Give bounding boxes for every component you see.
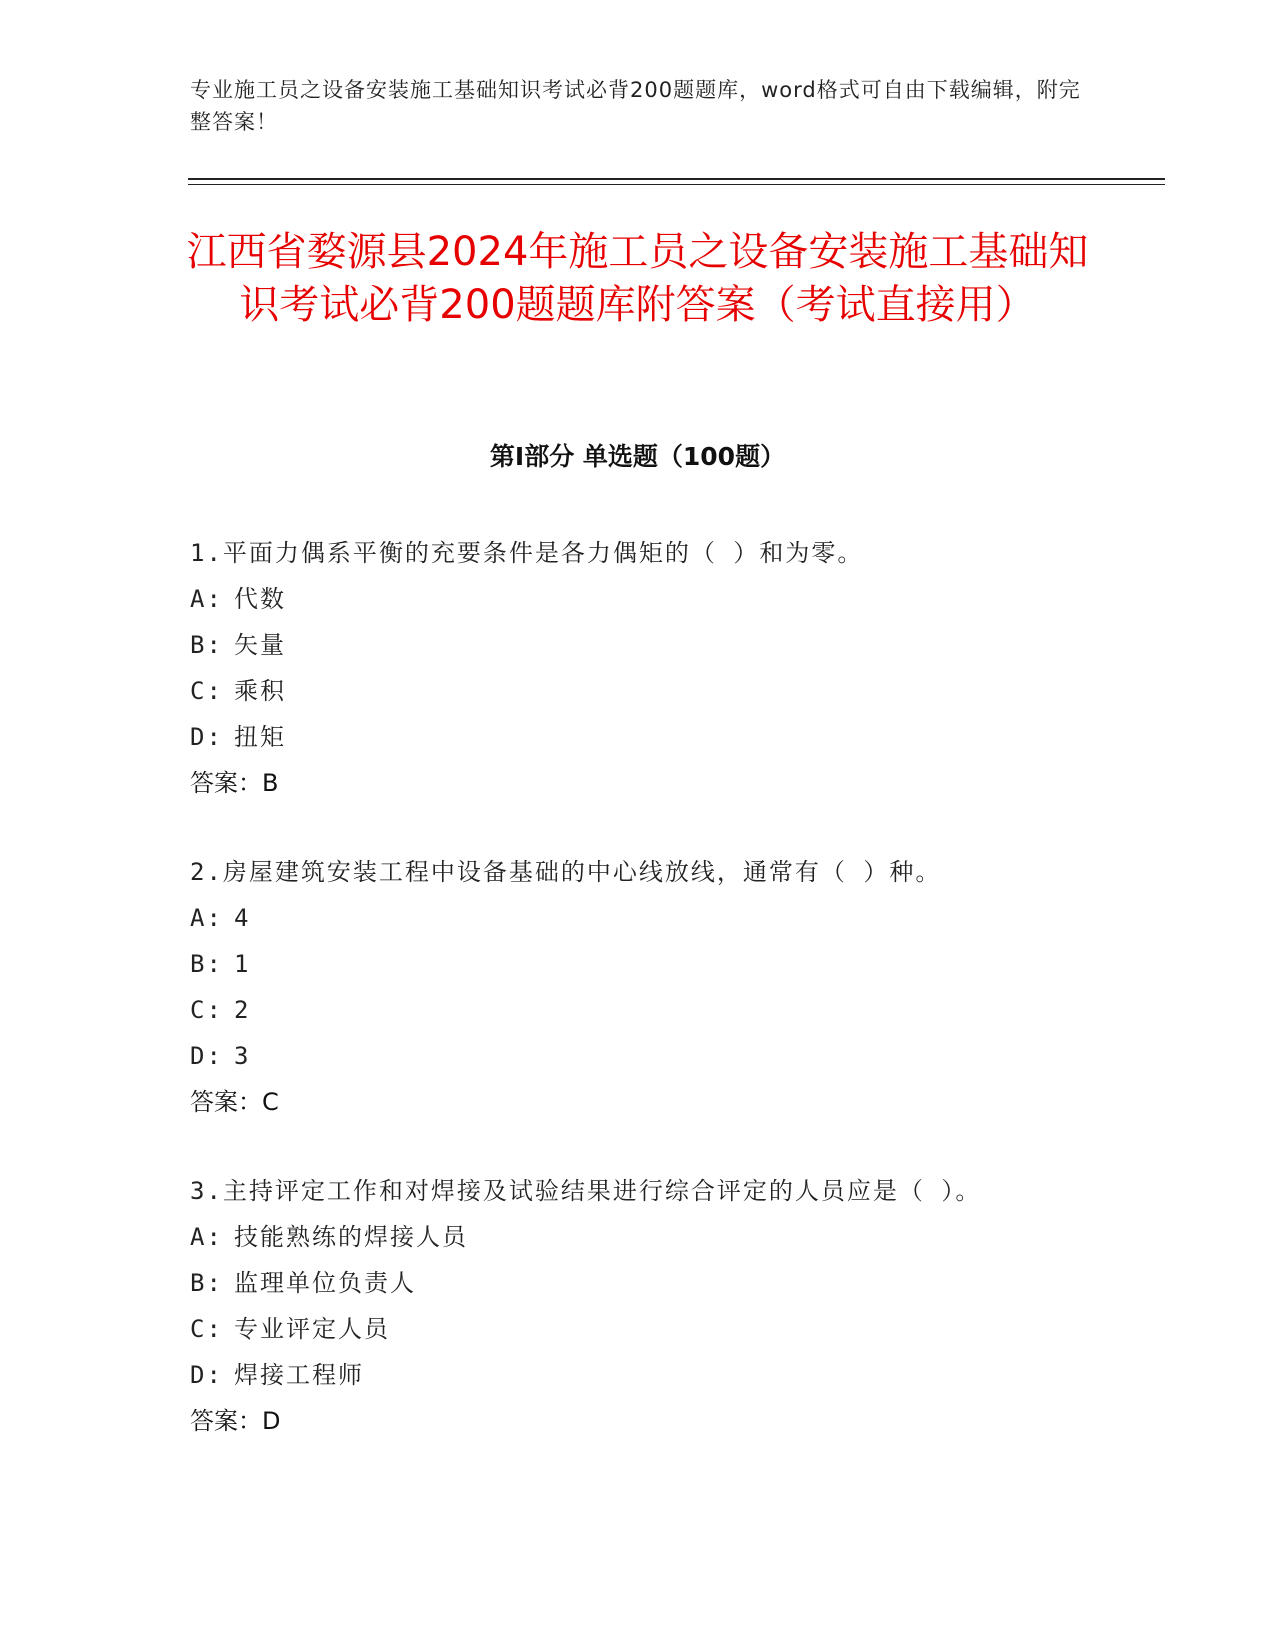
option-letter: B: xyxy=(190,631,223,659)
option-text: 矢量 xyxy=(234,631,286,659)
option-letter: D: xyxy=(190,1361,223,1389)
answer-line xyxy=(190,1079,1190,1125)
option-letter: D: xyxy=(190,723,223,751)
answer-label: 答案： xyxy=(190,1407,262,1435)
option-text: 技能熟练的焊接人员 xyxy=(234,1223,468,1251)
option-d xyxy=(190,1352,1190,1398)
option-letter: C: xyxy=(190,677,223,705)
option-letter: B: xyxy=(190,950,223,978)
answer-line xyxy=(190,760,1190,806)
document-title: 江西省婺源县2024年施工员之设备安装施工基础知识考试必背200题题库附答案（考试直接用） xyxy=(186,229,1089,328)
option-b xyxy=(190,622,1190,668)
option-d xyxy=(190,1033,1190,1079)
answer-line xyxy=(190,1398,1190,1444)
option-letter: A: xyxy=(190,585,223,613)
option-text: 1 xyxy=(234,950,251,978)
question-list xyxy=(190,530,1190,1487)
answer-value: C xyxy=(262,1088,279,1116)
option-text: 焊接工程师 xyxy=(234,1361,364,1389)
option-b xyxy=(190,941,1190,987)
option-letter: A: xyxy=(190,1223,223,1251)
option-text: 代数 xyxy=(234,585,286,613)
section-heading: 第I部分 单选题（100题） xyxy=(489,442,786,471)
header-rule-thick xyxy=(188,178,1165,180)
option-a xyxy=(190,895,1190,941)
option-letter: C: xyxy=(190,996,223,1024)
option-a xyxy=(190,1214,1190,1260)
question-stem: 1.平面力偶系平衡的充要条件是各力偶矩的（ ）和为零。 xyxy=(190,539,864,567)
option-text: 监理单位负责人 xyxy=(234,1269,416,1297)
option-c xyxy=(190,668,1190,714)
answer-label: 答案： xyxy=(190,769,262,797)
option-c xyxy=(190,1306,1190,1352)
question-stem: 3.主持评定工作和对焊接及试验结果进行综合评定的人员应是（ ）。 xyxy=(190,1177,982,1205)
header-rule-thin xyxy=(188,184,1165,185)
option-d xyxy=(190,714,1190,760)
question-2 xyxy=(190,849,1190,1125)
header-note: 专业施工员之设备安装施工基础知识考试必背200题题库，word格式可自由下载编辑，附完整答案！ xyxy=(190,78,1081,134)
option-text: 3 xyxy=(234,1042,251,1070)
answer-value: B xyxy=(262,769,279,797)
option-text: 专业评定人员 xyxy=(234,1315,390,1343)
answer-label: 答案： xyxy=(190,1088,262,1116)
question-stem: 2.房屋建筑安装工程中设备基础的中心线放线，通常有（ ）种。 xyxy=(190,858,942,886)
option-text: 2 xyxy=(234,996,251,1024)
question-1 xyxy=(190,530,1190,806)
option-letter: A: xyxy=(190,904,223,932)
answer-value: D xyxy=(262,1407,281,1435)
option-text: 乘积 xyxy=(234,677,286,705)
option-text: 4 xyxy=(234,904,251,932)
option-letter: B: xyxy=(190,1269,223,1297)
option-letter: D: xyxy=(190,1042,223,1070)
option-c xyxy=(190,987,1190,1033)
option-a xyxy=(190,576,1190,622)
option-b xyxy=(190,1260,1190,1306)
option-text: 扭矩 xyxy=(234,723,286,751)
question-3 xyxy=(190,1168,1190,1444)
option-letter: C: xyxy=(190,1315,223,1343)
